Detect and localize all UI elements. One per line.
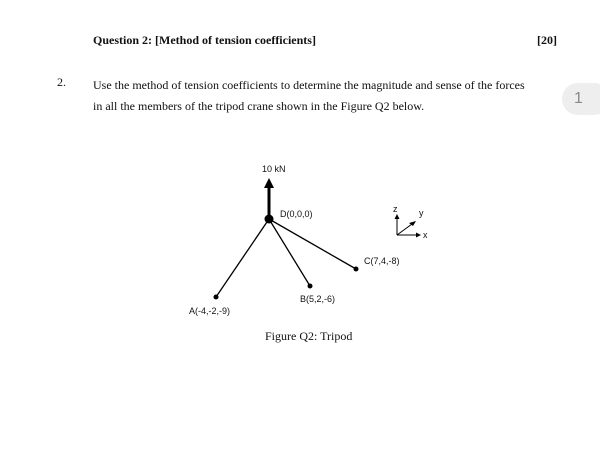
load-label: 10 kN — [262, 164, 286, 174]
axis-x-label: x — [423, 230, 428, 240]
label-point-a: A(-4,-2,-9) — [189, 306, 231, 316]
question-number: 2. — [57, 75, 66, 89]
load-arrow-head — [264, 178, 274, 188]
axis-y-label: y — [419, 208, 424, 218]
label-point-b: B(5,2,-6) — [300, 294, 336, 304]
joint-d — [265, 215, 274, 224]
axes-triad-icon — [395, 214, 422, 238]
label-point-c: C(7,4,-8) — [364, 256, 400, 266]
figure-caption: Figure Q2: Tripod — [265, 329, 353, 343]
joint-a — [214, 295, 219, 300]
label-point-d: D(0,0,0) — [280, 209, 313, 219]
question-text: Use the method of tension coefficients to determine the magnitude and sense of the forces in all the members of the tripod crane shown in the Figure Q2 below. — [93, 78, 525, 113]
question-marks: [20] — [537, 33, 557, 47]
joint-b — [308, 284, 313, 289]
axis-z-label: z — [393, 204, 398, 214]
member-da — [216, 219, 269, 297]
member-db — [269, 219, 310, 286]
question-title: Question 2: [Method of tension coefficients] — [93, 33, 316, 47]
joint-c — [354, 267, 359, 272]
page-number-badge[interactable]: 1 — [562, 83, 600, 115]
member-dc — [269, 219, 356, 269]
